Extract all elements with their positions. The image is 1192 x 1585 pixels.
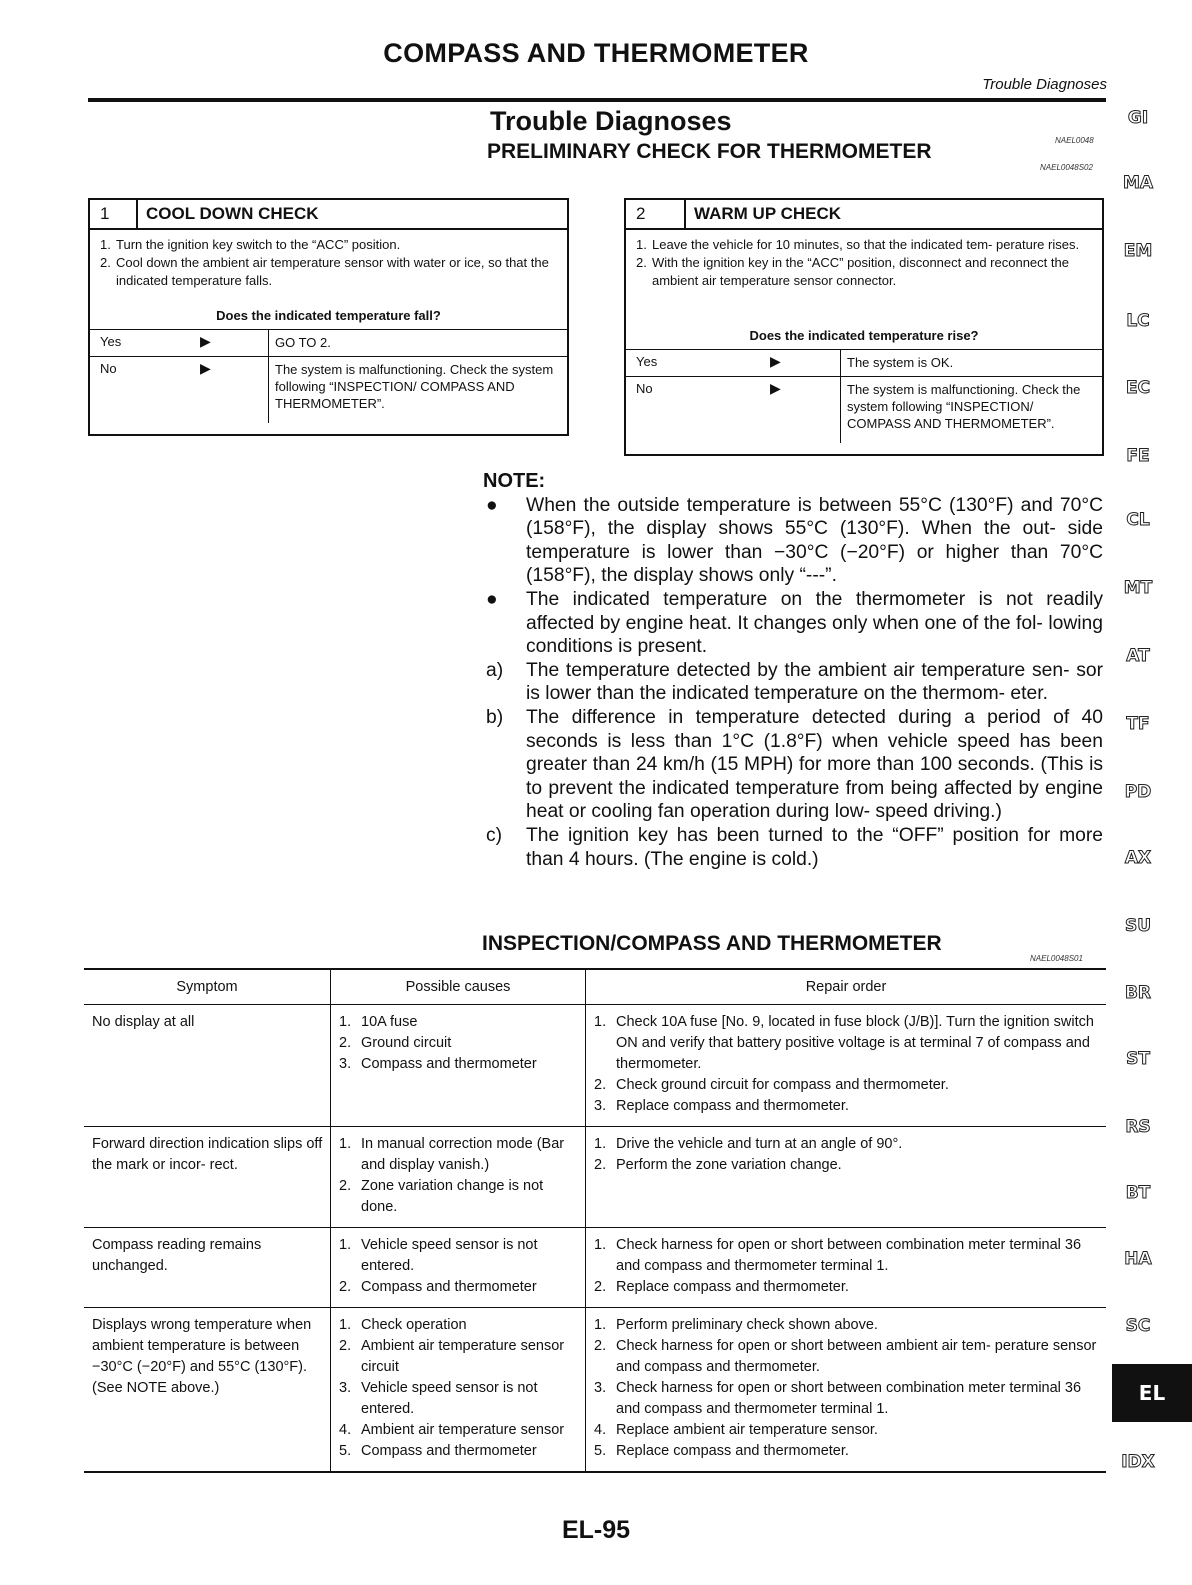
page-title: COMPASS AND THERMOMETER [383,38,809,68]
list-item: 1. In manual correction mode (Bar and display vanish.) [339,1136,565,1173]
arrow-right-icon: ▶ [770,380,781,396]
column-header: Repair order [586,969,1107,1005]
list-item: 2. Check ground circuit for compass and thermometer. [594,1077,949,1093]
side-tab-rs: RS [1125,1117,1151,1137]
check-2-box [624,198,1104,456]
list-item: 5. Compass and thermometer [339,1443,537,1459]
check-1-answer-no: No ▶ The system is malfunctioning. Check the system following “INSPECTION/ COMPASS AND THERMOMETER”. [90,356,567,423]
check-1-question: Does the indicated temperature fall? [216,308,441,323]
list-item: 3. Vehicle speed sensor is not entered. [339,1380,538,1417]
side-tab-su: SU [1124,916,1152,936]
check-2-label: WARM UP CHECK [694,204,842,223]
header-rule [88,98,1106,102]
causes-cell [331,1005,586,1127]
arrow-right-icon: ▶ [770,353,781,369]
list-item: 3. Check harness for open or short between combination meter terminal 36 and compass and thermometer terminal 1. [594,1380,1082,1417]
side-tab-tf: TF [1126,714,1150,734]
table-header-row [84,969,1106,1005]
side-tab-idx: IDX [1121,1452,1155,1472]
side-tab-ax: AX [1124,848,1152,868]
check-2-answer-no: No ▶ The system is malfunctioning. Check the system following “INSPECTION/ COMPASS AND THERMOMETER”. [626,376,1102,443]
side-tab-pd: PD [1124,782,1152,802]
list-item: 5. Replace compass and thermometer. [594,1443,849,1459]
check-2-step: 2. With the ignition key in the “ACC” position, disconnect and reconnect the ambient air temperature sensor connector. [636,255,1069,288]
side-tab-ha: HA [1124,1249,1152,1269]
list-item: 2. Ambient air temperature sensor circuit [339,1338,565,1375]
column-header: Symptom [84,969,331,1005]
subsection-code: NAEL0048S02 [1040,163,1093,172]
list-item: 3. Replace compass and thermometer. [594,1098,849,1114]
side-tab-fe: FE [1126,446,1150,466]
check-1-step: 2. Cool down the ambient air temperature sensor with water or ice, so that the indicated temperature falls. [100,255,549,288]
note-item: b) The difference in temperature detected during a period of 40 seconds is less than 1°C (1.8°F) when vehicle speed has been greater than 24 km/h (15 MPH) for more than 100 seconds. (This is to prevent the indicated temperature from being affected by engine heat or cooling fan operation during low- speed driving.) [486,706,1103,823]
list-item: 1. Drive the vehicle and turn at an angle of 90°. [594,1136,903,1152]
inspection-title: INSPECTION/COMPASS AND THERMOMETER [482,932,942,955]
list-item: 1. Perform preliminary check shown above. [594,1317,878,1333]
check-2-question: Does the indicated temperature rise? [749,328,979,343]
section-code: NAEL0048 [1055,136,1094,145]
table-row [84,1308,1106,1473]
list-item: 2. Ground circuit [339,1035,452,1051]
check-2-header [626,200,1102,230]
list-item: 1. 10A fuse [339,1014,418,1030]
note-item: ● When the outside temperature is between 55°C (130°F) and 70°C (158°F), the display shows 55°C (130°F). When the out- side temperature is lower than −30°C (−20°F) or higher than 70°C (158°F), the display shows only “---”. [486,494,1103,587]
check-1-label: COOL DOWN CHECK [146,204,319,223]
list-item: 1. Check operation [339,1317,467,1333]
causes-cell [331,1228,586,1308]
list-item: 4. Replace ambient air temperature sensor. [594,1422,878,1438]
note-item: a) The temperature detected by the ambient air temperature sen- sor is lower than the indicated temperature on the thermom- eter. [486,659,1103,705]
check-2-answer-yes: Yes ▶ The system is OK. [626,349,1102,376]
repair-cell [586,1228,1107,1308]
arrow-right-icon: ▶ [200,333,211,349]
repair-cell [586,1127,1107,1228]
side-tab-sc: SC [1125,1316,1151,1336]
side-tab-mt: MT [1123,578,1153,598]
note-item: c) The ignition key has been turned to the “OFF” position for more than 4 hours. (The engine is cold.) [486,824,1103,870]
side-tab-cl: CL [1126,510,1150,530]
symptom-cell: No display at all [84,1005,331,1127]
running-head: Trouble Diagnoses [982,76,1107,93]
symptom-cell: Displays wrong temperature when ambient temperature is between −30°C (−20°F) and 55°C (130°F). (See NOTE above.) [84,1308,331,1473]
check-2-steps [626,230,1102,322]
note-item: ● The indicated temperature on the thermometer is not readily affected by engine heat. It changes only when one of the fol- lowing conditions is present. [486,588,1103,658]
side-tab-bt: BT [1125,1183,1151,1203]
list-item: 1. Check 10A fuse [No. 9, located in fuse block (J/B)]. Turn the ignition switch ON and verify that battery positive voltage is at terminal 7 of compass and thermometer. [594,1014,1094,1072]
side-tab-ec: EC [1125,378,1151,398]
list-item: 2. Zone variation change is not done. [339,1178,544,1215]
side-tab-ma: MA [1122,173,1154,193]
note-heading: NOTE: [483,470,546,492]
check-1-step: 1. Turn the ignition key switch to the “ACC” position. [100,237,401,252]
table-row [84,1228,1106,1308]
list-item: 1. Check harness for open or short between combination meter terminal 36 and compass and thermometer terminal 1. [594,1237,1082,1274]
list-item: 2. Replace compass and thermometer. [594,1279,849,1295]
arrow-right-icon: ▶ [200,360,211,376]
note-block [483,470,1103,871]
repair-cell [586,1308,1107,1473]
list-item: 4. Ambient air temperature sensor [339,1422,565,1438]
check-2-number: 2 [626,200,686,228]
check-1-box [88,198,569,436]
section-title: Trouble Diagnoses [490,106,732,136]
repair-cell [586,1005,1107,1127]
page-number: EL-95 [561,1516,631,1544]
symptom-cell: Compass reading remains unchanged. [84,1228,331,1308]
list-item: 2. Perform the zone variation change. [594,1157,842,1173]
side-tab-el: EL [1112,1364,1192,1422]
symptom-cell: Forward direction indication slips off the mark or incor- rect. [84,1127,331,1228]
check-1-header [90,200,567,230]
inspection-code: NAEL0048S01 [1030,954,1083,963]
list-item: 2. Compass and thermometer [339,1279,537,1295]
side-tab-em: EM [1123,241,1153,261]
side-tab-gi: GI [1127,108,1149,128]
side-tab-lc: LC [1126,311,1150,331]
column-header: Possible causes [331,969,586,1005]
table-row [84,1005,1106,1127]
check-1-steps [90,230,567,302]
causes-cell [331,1308,586,1473]
causes-cell [331,1127,586,1228]
check-1-answer-yes: Yes ▶ GO TO 2. [90,329,567,356]
side-tab-at: AT [1126,646,1150,666]
table-row [84,1127,1106,1228]
side-tab-st: ST [1126,1049,1150,1069]
side-tab-br: BR [1124,983,1152,1003]
section-subtitle: PRELIMINARY CHECK FOR THERMOMETER [487,140,932,163]
check-2-step: 1. Leave the vehicle for 10 minutes, so that the indicated tem- perature rises. [636,237,1080,252]
check-1-number: 1 [90,200,138,228]
list-item: 3. Compass and thermometer [339,1056,537,1072]
list-item: 1. Vehicle speed sensor is not entered. [339,1237,538,1274]
inspection-table [84,968,1106,1473]
list-item: 2. Check harness for open or short between ambient air tem- perature sensor and compass and thermometer. [594,1338,1097,1375]
